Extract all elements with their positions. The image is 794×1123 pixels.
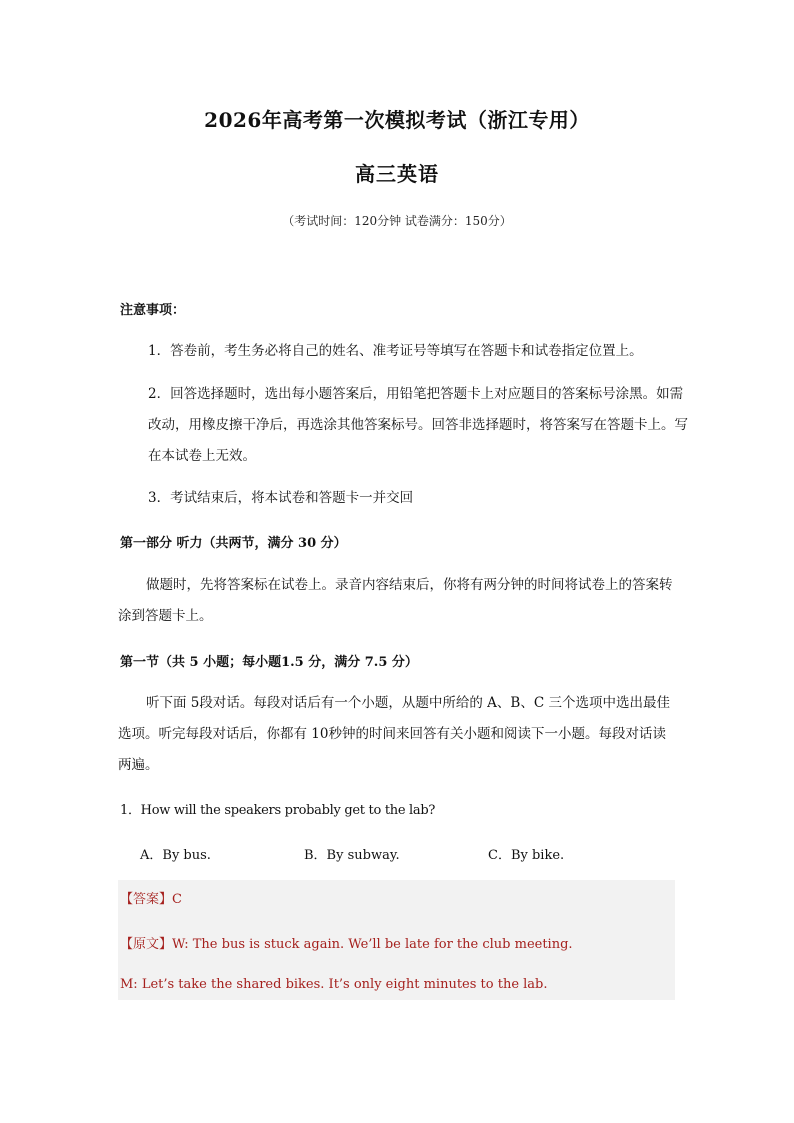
transcript-label: 【原文】 [120, 937, 173, 952]
option-c: C．By bike. [488, 848, 565, 863]
notice-item-1: 1．答卷前，考生务必将自己的姓名、准考证号等填写在答题卡和试卷指定位置上。 [148, 343, 643, 359]
transcript-line-w [120, 933, 573, 952]
option-b: B．By subway. [304, 848, 400, 863]
notice-item-2: 2．回答选择题时，选出每小题答案后，用铅笔把答题卡上对应题目的答案标号涂黑。如需改动，用橡皮擦干净后，再选涂其他答案标号。回答非选择题时，将答案写在答题卡上。写在本试卷上无效。 [148, 386, 688, 464]
question-1-stem: 1．How will the speakers probably get to the lab? [120, 803, 436, 818]
section1-instruction: 听下面 5段对话。每段对话后有一个小题，从题中所给的 A、B、C 三个选项中选出最佳选项。听完每段对话后，你都有 10秒钟的时间来回答有关小题和阅读下一小题。每段对话读两遍。 [118, 695, 670, 773]
answer-box [118, 880, 675, 1000]
notice-item-3: 3．考试结束后，将本试卷和答题卡一并交回 [148, 490, 414, 506]
exam-info: （考试时间：120分钟 试卷满分：150分） [282, 214, 512, 228]
transcript-m: M: Let’s take the shared bikes. It’s only eight minutes to the lab. [120, 977, 548, 992]
part1-heading: 第一部分 听力（共两节，满分 30 分） [120, 536, 347, 551]
option-a: A．By bus. [140, 848, 211, 863]
answer-value: C [172, 892, 182, 907]
part1-instruction: 做题时，先将答案标在试卷上。录音内容结束后，你将有两分钟的时间将试卷上的答案转涂到答题卡上。 [118, 577, 673, 624]
answer-label: 【答案】 [120, 892, 173, 907]
notice-heading: 注意事项： [120, 303, 186, 318]
subject-title: 高三英语 [355, 162, 439, 186]
question-1-options [0, 844, 794, 864]
exam-title: 2026年高考第一次模拟考试（浙江专用） [204, 108, 590, 132]
answer-line [120, 888, 182, 907]
transcript-w: W: The bus is stuck again. We’ll be late for the club meeting. [172, 937, 573, 952]
section1-heading: 第一节（共 5 小题；每小题1.5 分，满分 7.5 分） [120, 655, 418, 670]
